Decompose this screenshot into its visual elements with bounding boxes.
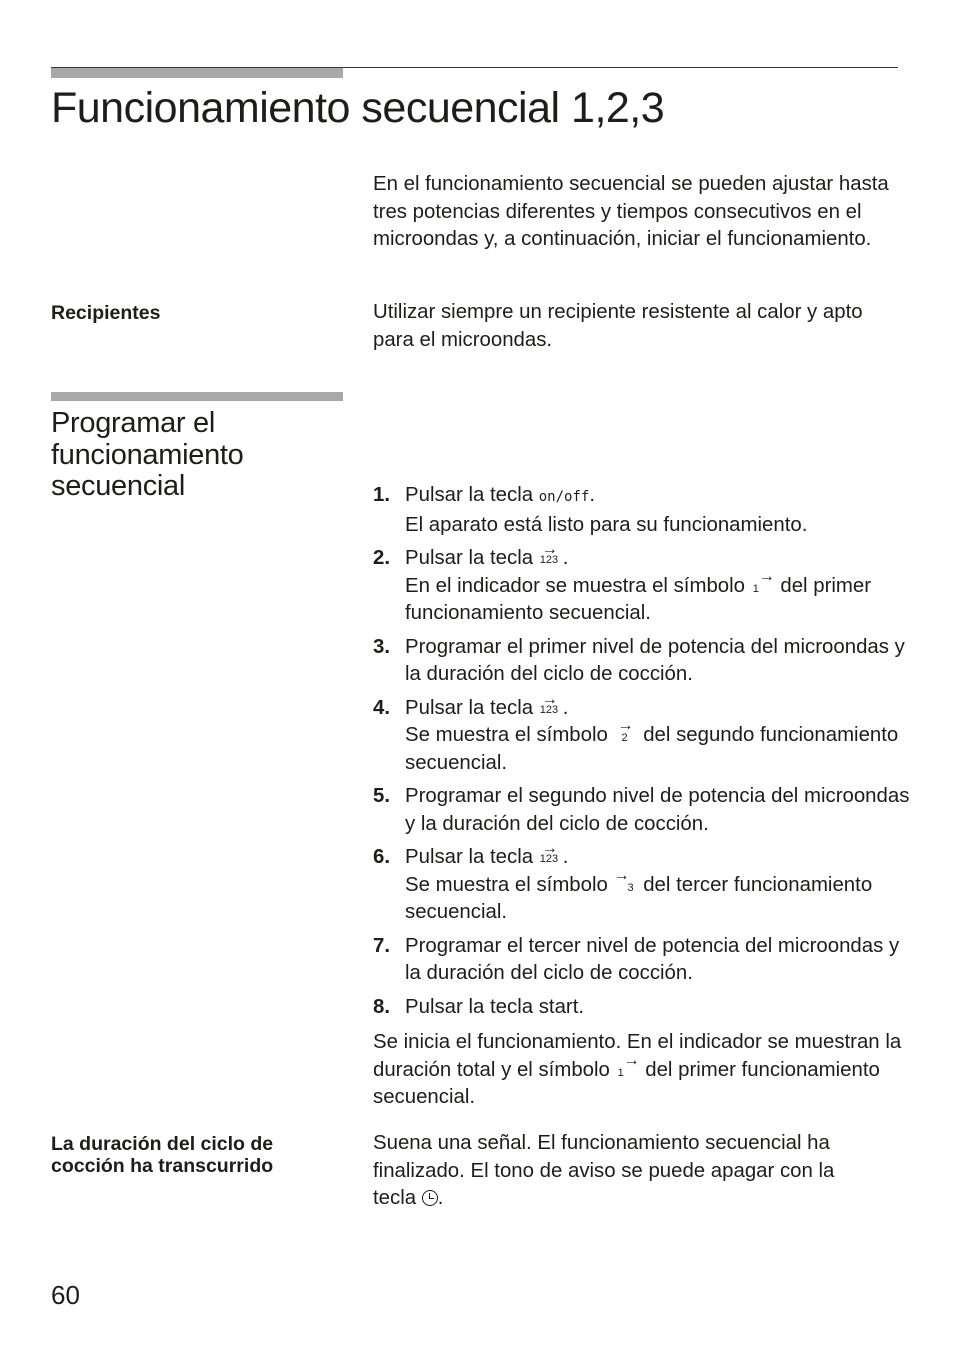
step-2 — [373, 541, 913, 628]
intro-paragraph: En el funcionamiento secuencial se pueden ajustar hasta tres potencias diferentes y tiempos consecutivos en el microondas y, a continuación, iniciar el funcionamiento. — [373, 173, 889, 250]
step-text: Programar el tercer nivel de potencia del microondas y la duración del ciclo de cocción. — [405, 934, 900, 984]
step-result: Se muestra el símbolo — [405, 724, 614, 746]
step-number: 2. — [373, 547, 391, 569]
step-5 — [373, 783, 913, 838]
step-result: Se muestra el símbolo — [405, 873, 614, 896]
step-4 — [373, 690, 913, 778]
step-3 — [373, 634, 913, 689]
step-number: 5. — [373, 785, 391, 807]
sequence-digit: 2 — [621, 732, 628, 744]
step-result-end: del tercer funcionamiento secuencial. — [405, 873, 873, 923]
step-text-end: . — [562, 547, 569, 569]
step-text: Pulsar la tecla start. — [405, 995, 585, 1018]
finished-paragraph — [373, 1130, 883, 1213]
arrow-glyph: → — [617, 717, 634, 734]
arrow-glyph: → — [613, 866, 630, 884]
step-text: Pulsar la tecla — [405, 846, 539, 868]
step-text: Programar el segundo nivel de potencia del microondas y la duración del ciclo de cocción. — [405, 785, 910, 835]
start-info-text: Se inicia el funcionamiento. En el indicador se muestran la duración total y el símbolo — [373, 1031, 902, 1081]
sequence-key-digits: 123 — [539, 554, 559, 566]
sequence-key-digits: 123 — [539, 853, 559, 865]
sequence-key-digits: 123 — [539, 703, 559, 716]
step-result-end: del primer funcionamiento secuencial. — [405, 574, 872, 624]
sequence-digit: 1 — [752, 582, 759, 595]
step-number: 8. — [373, 995, 391, 1018]
step-text-end: . — [589, 484, 595, 506]
page-title: Funcionamiento secuencial 1,2,3 — [51, 84, 665, 132]
step-text-end: . — [562, 846, 569, 868]
sequence-1-icon — [751, 567, 775, 595]
arrow-glyph: → — [541, 840, 558, 857]
step-result-end: del segundo funcionamiento secuencial. — [405, 724, 899, 774]
clock-icon — [422, 1190, 438, 1206]
section-rule — [51, 392, 343, 401]
finished-label: La duración del ciclo de cocción ha transcurrido — [51, 1133, 274, 1177]
sequence-key-icon — [539, 840, 563, 866]
onoff-key-icon: on/off — [538, 489, 590, 505]
arrow-glyph: → — [623, 1051, 640, 1069]
step-number: 1. — [373, 484, 391, 506]
header-rule-accent — [51, 68, 343, 78]
sequence-3-icon — [613, 866, 638, 894]
sequence-digit: 3 — [627, 881, 634, 894]
step-8 — [373, 994, 913, 1022]
sequence-key-icon — [539, 541, 563, 567]
step-text-end: . — [562, 696, 569, 719]
arrow-glyph: → — [541, 690, 558, 708]
step-number: 6. — [373, 846, 391, 868]
step-result: En el indicador se muestra el símbolo — [405, 574, 751, 597]
step-text: Programar el primer nivel de potencia del microondas y la duración del ciclo de cocción. — [405, 635, 905, 685]
recipientes-text: Utilizar siempre un recipiente resistente al calor y apto para el microondas. — [373, 301, 863, 351]
arrow-glyph: → — [541, 541, 558, 558]
steps-list — [373, 482, 913, 1027]
sequence-2-icon — [614, 717, 638, 744]
section-title: Programar el funcionamiento secuencial — [51, 407, 244, 502]
arrow-glyph: → — [758, 567, 775, 585]
step-1 — [373, 482, 913, 539]
page-number: 60 — [51, 1280, 80, 1310]
step-6 — [373, 840, 913, 927]
step-7 — [373, 933, 913, 988]
step-number: 4. — [373, 696, 391, 719]
recipientes-label: Recipientes — [51, 302, 161, 324]
step-text: Pulsar la tecla — [405, 547, 539, 569]
sequence-key-icon — [539, 690, 563, 717]
sequence-digit: 1 — [617, 1066, 624, 1079]
sequence-1-icon — [616, 1051, 640, 1079]
start-info-paragraph — [373, 1029, 903, 1112]
finished-text-end: . — [437, 1187, 444, 1209]
step-number: 3. — [373, 635, 391, 658]
start-info-text-end: del primer funcionamiento secuencial. — [373, 1058, 880, 1108]
step-text: Pulsar la tecla — [405, 696, 539, 719]
step-number: 7. — [373, 934, 391, 957]
step-result: El aparato está listo para su funcionamiento. — [405, 513, 808, 536]
finished-text: Suena una señal. El funcionamiento secuencial ha finalizado. El tono de aviso se puede apagar con la tecla — [373, 1132, 835, 1209]
step-text: Pulsar la tecla — [405, 484, 539, 506]
